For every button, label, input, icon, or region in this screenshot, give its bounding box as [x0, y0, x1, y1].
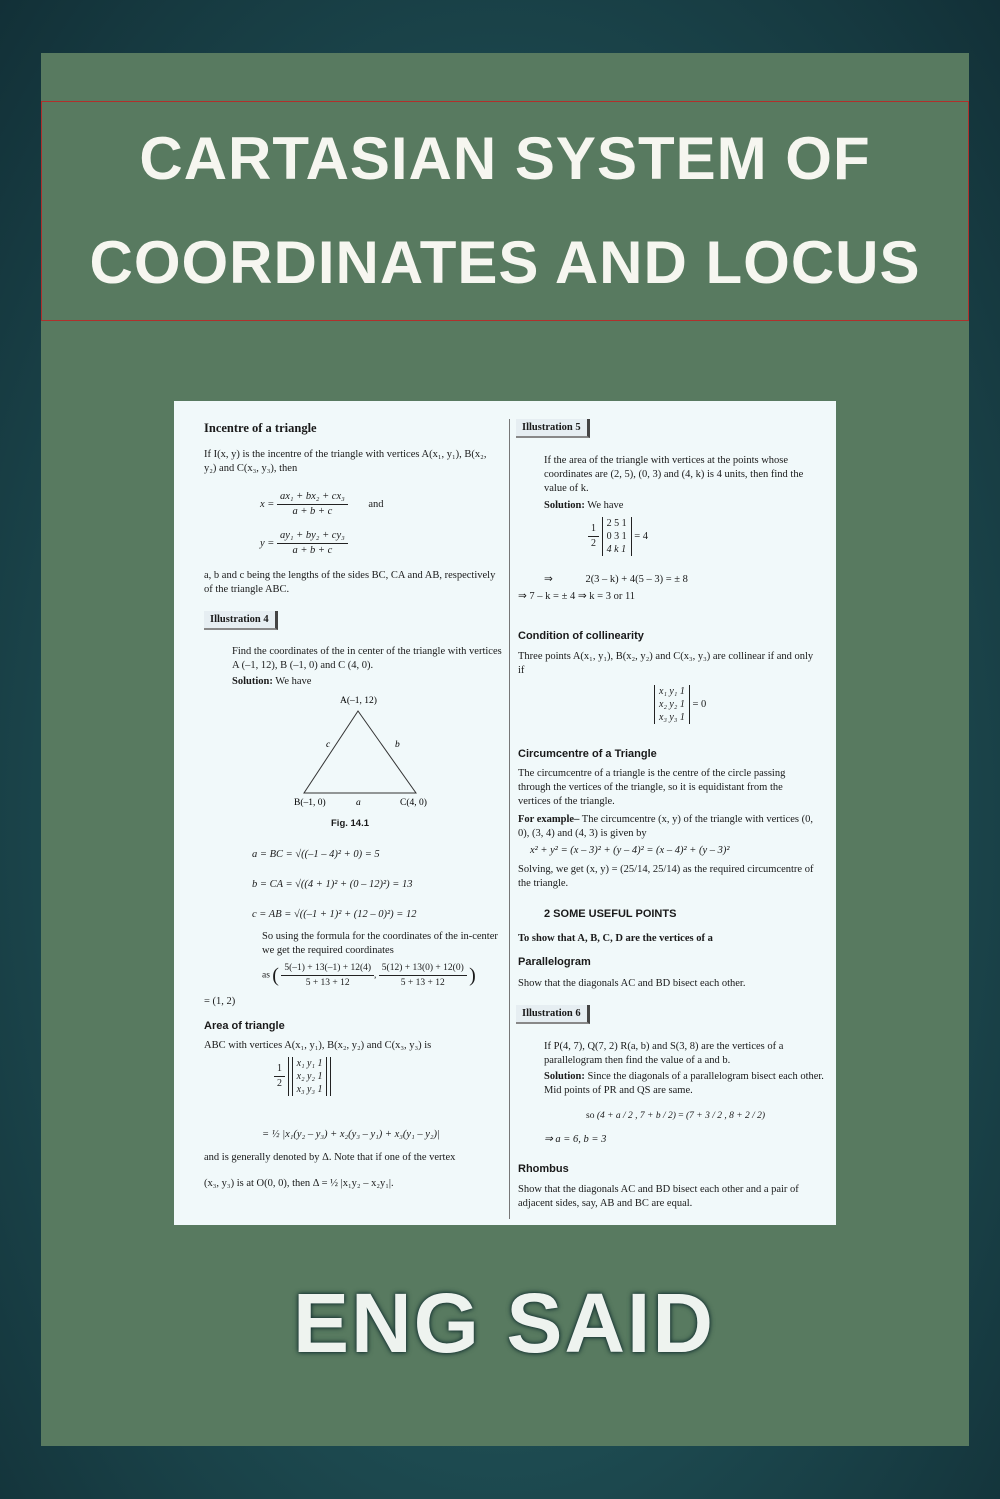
collinearity-determinant — [654, 685, 706, 724]
solution-6-text: Since the diagonals of a parallelogram bisect each other. Mid points of PR and QS are same. — [544, 1071, 824, 1096]
collinearity-text: Three points A(x₁, y₁), B(x₂, y₂) and C(x₃, y₃) are collinear if and only if — [518, 651, 814, 676]
midpoint-right: (7 + 3 / 2 , 8 + 2 / 2) — [686, 1111, 766, 1121]
midpoint-result: ⇒ a = 6, b = 3 — [544, 1134, 607, 1145]
half-numerator: 1 — [274, 1062, 285, 1077]
title-line-2: COORDINATES AND LOCUS — [89, 229, 921, 296]
so-word: so — [586, 1111, 595, 1121]
delta-text: and is generally denoted by Δ. Note that if one of the vertex — [204, 1152, 456, 1163]
side-c-label: c — [326, 740, 331, 750]
incentre-text: If I(x, y) is the incentre of the triangle with vertices A(x₁, y₁), B(x₂, y₂) and C(x₃, y₃), then — [204, 449, 487, 474]
using-formula-text: So using the formula for the coordinates of the in-center we get the required coordinates — [262, 931, 498, 956]
det5-row-2: 0 3 1 — [606, 531, 627, 542]
author-name: ENG SAID — [292, 1276, 716, 1370]
midpoint-left: (4 + a / 2 , 7 + b / 2) — [596, 1111, 676, 1121]
triangle-shape — [304, 711, 416, 793]
x-formula: x = $\frac{\text{ax₁ + bx₂ + cx₃}}{a + b + c}$ and — [260, 491, 384, 517]
area-determinant-matrix — [292, 1057, 328, 1096]
side-b-label: b — [395, 740, 400, 750]
vertex-b-label: B(–1, 0) — [294, 798, 326, 808]
area-text: ABC with vertices A(x₁, y₁), B(x₂, y₂) and C(x₃, y₃) is — [204, 1040, 432, 1051]
solution-label: Solution: — [232, 676, 273, 687]
step-1 — [544, 573, 688, 587]
area-expansion: = ½ |x₁(y₂ – y₃) + x₂(y₃ – y₁) + x₃(y₁ – y₂)| — [262, 1129, 440, 1140]
half-denominator: 2 — [277, 1078, 282, 1089]
illustration-6-text: If P(4, 7), Q(7, 2) R(a, b) and S(3, 8) are the vertices of a parallelogram then find the value of a and b. — [544, 1041, 784, 1066]
useful-points-heading: 2 SOME USEFUL POINTS — [544, 908, 677, 920]
det-row-2: x₂ y₂ 1 — [296, 1071, 323, 1082]
det-row-1: x₁ y₁ 1 — [296, 1058, 323, 1069]
result-denominator-y: 5 + 13 + 12 — [400, 978, 445, 988]
equation-c: c = AB = √((–1 + 1)² + (12 – 0)²) = 12 — [252, 909, 417, 920]
incentre-result: = (1, 2) — [204, 996, 236, 1007]
solving-text: Solving, we get (x, y) = (25/14, 25/14) as the required circumcentre of the triangle. — [518, 864, 814, 889]
illustration-5-determinant: $\frac{1}{2}$ 2 5 1 0 3 1 4 k 1 = 4 — [588, 517, 648, 556]
example-body: The circumcentre (x, y) of the triangle with vertices (0, 0), (3, 4) and (4, 3) is given by — [518, 814, 813, 839]
x-denominator: a + b + c — [292, 506, 333, 517]
step-1-arrow: ⇒ — [544, 574, 553, 585]
detc-row-2: x₂ y₂ 1 — [659, 699, 685, 710]
y-denominator: a + b + c — [292, 545, 333, 556]
parallelogram-heading: Parallelogram — [518, 956, 591, 968]
det5-matrix — [602, 517, 632, 556]
step-1-equation: 2(3 – k) + 4(5 – 3) = ± 8 — [585, 574, 688, 585]
midpoint-equation: so (4 + a / 2 , 7 + b / 2) = (7 + 3 / 2 , 8 + 2 / 2) — [586, 1111, 766, 1121]
right-column — [510, 401, 836, 1225]
area-heading: Area of triangle — [204, 1020, 285, 1032]
illustration-4-solution — [232, 675, 311, 689]
side-a-label: a — [356, 798, 361, 808]
y-numerator: ay₁ + by₂ + cy₃ — [277, 529, 348, 544]
we-have-text: We have — [275, 676, 312, 687]
det5-row-3: 4 k 1 — [606, 544, 627, 555]
circumcentre-heading: Circumcentre of a Triangle — [518, 748, 657, 760]
solution-6-label: Solution: — [544, 1071, 585, 1082]
illustration-5-text: If the area of the triangle with vertices at the points whose coordinates are (2, 5), (0, 3) and (4, k) is 4 units, then find the value of k. — [544, 455, 804, 494]
example-equation: x² + y² = (x – 3)² + (y – 4)² = (x – 4)² + (y – 3)² — [530, 845, 730, 856]
area-determinant — [274, 1057, 331, 1096]
illustration-4-label: Illustration 4 — [204, 611, 278, 630]
sample-page — [174, 401, 836, 1225]
illustration-6-label: Illustration 6 — [516, 1005, 590, 1024]
as-word: as — [262, 970, 270, 981]
rhombus-text: Show that the diagonals AC and BD bisect each other and a pair of adjacent sides, say, AB and BC are equal. — [518, 1184, 799, 1209]
result-numerator-y: 5(12) + 13(0) + 12(0) — [379, 961, 467, 976]
rhombus-heading: Rhombus — [518, 1163, 569, 1175]
illustration-5-solution — [544, 499, 623, 513]
x-numerator: ax₁ + bx₂ + cx₃ — [277, 490, 348, 505]
we-have-5-text: We have — [587, 500, 624, 511]
circumcentre-text: The circumcentre of a triangle is the centre of the circle passing through the vertices of the triangle, so it is equidistant from the vertices of the triangle. — [518, 768, 786, 807]
illustration-6-solution — [544, 1070, 824, 1098]
figure-caption: Fig. 14.1 — [331, 818, 370, 829]
left-column — [174, 401, 508, 1225]
origin-text: (x₃, y₃) is at O(0, 0), then Δ = ½ |x₁y₂ – x₂y₁|. — [204, 1178, 394, 1189]
vertex-c-label: C(4, 0) — [400, 798, 427, 808]
book-cover — [41, 53, 969, 1446]
triangle-figure — [284, 689, 434, 819]
solution-5-label: Solution: — [544, 500, 585, 511]
result-denominator-x: 5 + 13 + 12 — [305, 978, 350, 988]
illustration-5-label: Illustration 5 — [516, 419, 590, 438]
title-box — [41, 101, 969, 321]
and-word: and — [368, 498, 384, 510]
detc-equals: = 0 — [692, 698, 707, 710]
equation-a: a = BC = √((–1 – 4)² + 0) = 5 — [252, 849, 380, 860]
result-numerator-x: 5(–1) + 13(–1) + 12(4) — [281, 961, 374, 976]
y-formula: y = $\frac{\text{ay₁ + by₂ + cy₃}}{a + b + c}$ — [260, 529, 348, 558]
det-row-3: x₃ y₃ 1 — [296, 1084, 323, 1095]
illustration-4-text: Find the coordinates of the in center of the triangle with vertices A (–1, 12), B (–1, 0) and C (4, 0). — [232, 646, 502, 671]
det5-row-1: 2 5 1 — [606, 518, 627, 529]
detc-row-1: x₁ y₁ 1 — [659, 686, 685, 697]
detc-matrix — [654, 685, 690, 724]
det5-equals: = 4 — [634, 530, 649, 542]
incentre-heading: Incentre of a triangle — [204, 421, 317, 435]
parallelogram-text: Show that the diagonals AC and BD bisect each other. — [518, 978, 746, 989]
incentre-result-expression: as ( $\frac{5(-1) + 13(-1) + 12(4)}{5 + 13 + 12}$ , $\frac{5(12) + 13(0) + 12(0)}{5 + 13 + 12}$ ) — [262, 963, 476, 988]
collinearity-heading: Condition of collinearity — [518, 630, 644, 642]
title-line-1: CARTASIAN SYSTEM OF — [139, 125, 871, 192]
vertex-a-label: A(–1, 12) — [340, 696, 377, 706]
step-2: ⇒ 7 – k = ± 4 ⇒ k = 3 or 11 — [518, 591, 636, 602]
detc-row-3: x₃ y₃ 1 — [659, 712, 685, 723]
equation-b: b = CA = √((4 + 1)² + (0 – 12)²) = 13 — [252, 879, 413, 890]
example-text — [518, 813, 818, 841]
parallelogram-show-text: To show that A, B, C, D are the vertices of a — [518, 933, 713, 944]
example-label: For example– — [518, 814, 580, 825]
sides-note: a, b and c being the lengths of the sides BC, CA and AB, respectively of the triangle ABC. — [204, 570, 496, 595]
